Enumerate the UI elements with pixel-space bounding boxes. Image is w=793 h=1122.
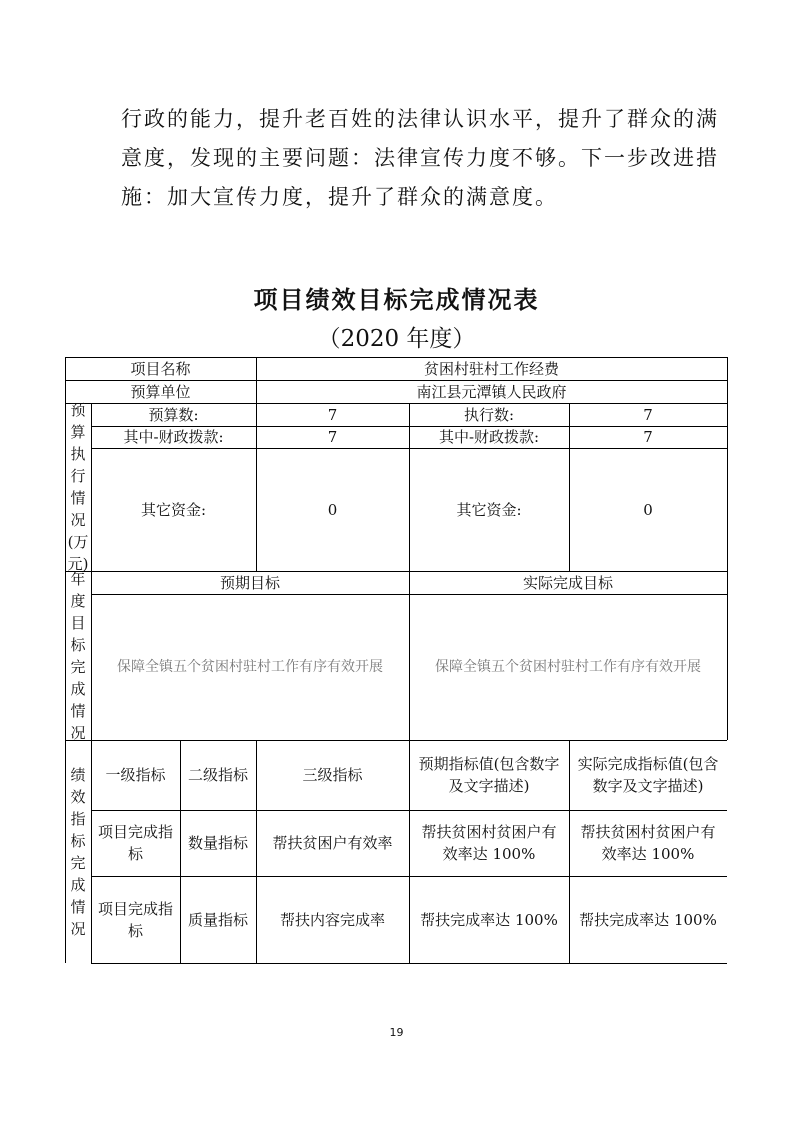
annual-section-label [65,571,91,740]
label-char: 完 [70,853,86,872]
fiscal-label-budget: 其中-财政拨款: [123,428,224,446]
actual-goal-header: 实际完成目标 [522,573,613,592]
label-char: (万 [67,533,89,551]
label-char: 标 [70,831,86,850]
label-char: 预 [70,401,86,419]
budget-amount-label: 预算数: [148,405,199,424]
project-name-label: 项目名称 [130,359,191,378]
budget-unit-value: 南江县元潭镇人民政府 [416,382,567,401]
performance-section-label [65,740,91,963]
indicator-level3: 帮扶内容完成率 [279,910,385,929]
indicator-level1: 项目完成指标 [97,899,173,940]
label-char: 情 [70,897,86,916]
label-char: 完 [70,657,86,676]
level1-header: 一级指标 [105,766,166,784]
paragraph-line: 意度，发现的主要问题：法律宣传力度不够。下一步改进措 [121,146,719,170]
label-char: 行 [70,467,86,485]
body-paragraph [121,100,719,217]
paragraph-line: 行政的能力，提升老百姓的法律认识水平，提升了群众的满 [121,107,719,131]
label-char: 度 [70,591,86,610]
indicator-level1: 项目完成指标 [97,823,173,863]
indicator-level3: 帮扶贫困户有效率 [272,834,393,852]
indicator-expected: 帮扶完成率达 100% [420,910,558,929]
fiscal-value-executed: 7 [643,428,653,446]
label-char: 算 [70,423,86,441]
table-title: 项目绩效目标完成情况表 [253,286,540,314]
label-char: 绩 [70,765,86,784]
label-char: 效 [70,787,86,806]
actual-value-header: 实际完成指标值(包含数字及文字描述) [577,755,719,795]
project-name-value: 贫困村驻村工作经费 [423,359,559,378]
executed-label: 执行数: [463,405,515,424]
label-char: 执 [70,445,86,463]
other-funds-label-executed: 其它资金: [456,500,522,519]
actual-goal-text: 保障全镇五个贫困村驻村工作有序有效开展 [435,659,701,675]
other-funds-label-budget: 其它资金: [140,500,207,519]
label-char: 元) [67,555,89,573]
expected-goal-text: 保障全镇五个贫困村驻村工作有序有效开展 [117,659,383,675]
label-char: 成 [70,679,86,698]
indicator-level2: 质量指标 [187,910,248,929]
label-char: 情 [70,701,86,720]
label-char: 况 [70,723,86,742]
label-char: 况 [70,919,86,938]
executed-value: 7 [643,405,653,424]
budget-unit-label: 预算单位 [130,382,191,401]
page-number: 19 [389,1026,404,1039]
budget-amount-value: 7 [327,405,338,424]
indicator-expected: 帮扶贫困村贫困户有效率达 100% [421,823,557,863]
indicator-actual: 帮扶完成率达 100% [579,910,717,929]
level2-header: 二级指标 [187,766,248,784]
expected-goal-header: 预期目标 [219,573,280,592]
level3-header: 三级指标 [302,766,363,784]
expected-value-header: 预期指标值(包含数字及文字描述) [418,755,560,795]
indicator-level2: 数量指标 [187,834,248,852]
label-char: 标 [70,635,86,654]
label-char: 目 [70,613,86,632]
label-char: 情 [70,489,86,507]
label-char: 指 [70,809,86,828]
paragraph-line: 施：加大宣传力度，提升了群众的满意度。 [121,185,558,209]
label-char: 况 [70,511,86,529]
other-funds-value-executed: 0 [643,500,653,519]
fiscal-value-budget: 7 [327,428,338,446]
fiscal-label-executed: 其中-财政拨款: [438,428,540,446]
indicator-actual: 帮扶贫困村贫困户有效率达 100% [580,823,716,863]
other-funds-value-budget: 0 [327,500,338,519]
budget-section-label [65,403,91,571]
table-subtitle: （2020 年度） [317,326,476,352]
label-char: 年 [70,569,86,588]
label-char: 成 [70,875,86,894]
